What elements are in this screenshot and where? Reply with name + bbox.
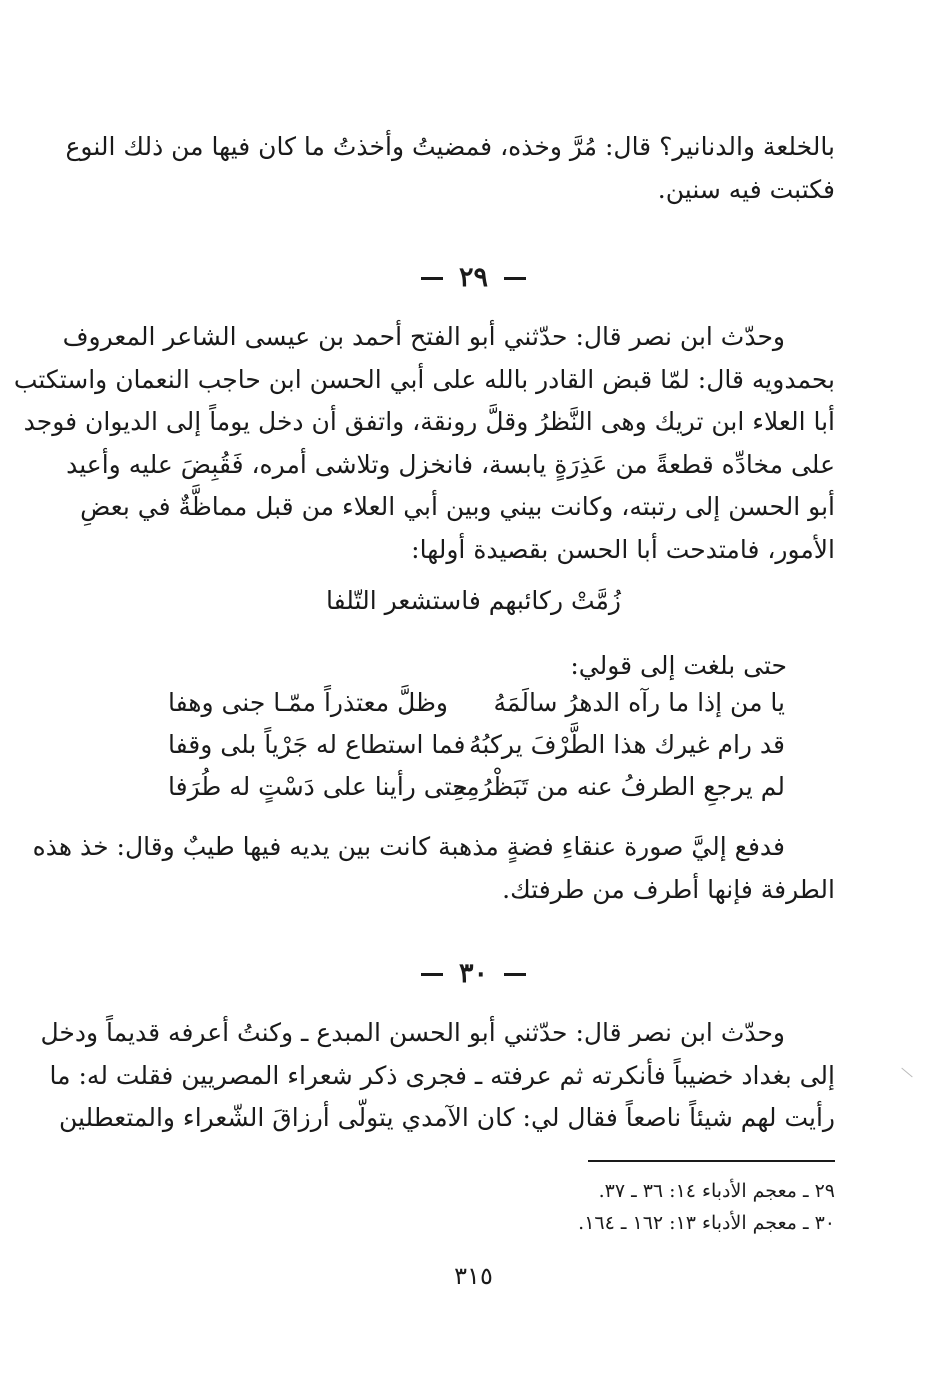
text-line: حتى بلغت إلى قولي: xyxy=(570,651,787,680)
footnote-separator xyxy=(588,1160,835,1162)
verse-second-hemistich: وظلَّ معتذراً ممّـا جنى وهفا xyxy=(168,688,448,717)
section-number: ٣٠ xyxy=(458,958,488,989)
text-line: وحدّث ابن نصر قال: حدّثني أبو الحسن المبدع ـ وكنتُ أعرفه قديماً ودخل xyxy=(40,1018,785,1047)
dash-left xyxy=(421,277,443,280)
verse-second-hemistich: فما استطاع له جَرْياً بلى وقفا xyxy=(168,730,466,759)
dash-right xyxy=(504,277,526,280)
reward-paragraph xyxy=(32,826,835,911)
text-line: أبو الحسن إلى رتبته، وكانت بيني وبين أبي العلاء من قبل مماظَّةٌ في بعضِ xyxy=(80,492,835,521)
footnote-30: ٣٠ ـ معجم الأدباء ١٣: ١٦٢ ـ ١٦٤. xyxy=(578,1212,835,1234)
verse-row xyxy=(108,730,785,772)
text-line: الأمور، فامتدحت أبا الحسن بقصيدة أولها: xyxy=(411,534,835,564)
footnote-29: ٢٩ ـ معجم الأدباء ١٤: ٣٦ ـ ٣٧. xyxy=(598,1180,835,1202)
continuation-paragraph xyxy=(65,126,835,211)
bridge-line xyxy=(570,645,787,688)
section-30-paragraph xyxy=(40,1012,835,1140)
verse-first-hemistich: قد رام غيرك هذا الطَّرْفَ يركبُهُ xyxy=(469,730,785,759)
text-line: فكتبت فيه سنين. xyxy=(657,174,835,204)
section-heading-30 xyxy=(0,958,947,989)
verse-first-hemistich: لم يرجعِ الطرفُ عنه من تَبَظْرُمِهِ xyxy=(452,772,785,801)
scan-mark xyxy=(901,1068,912,1078)
verse-first-hemistich: يا من إذا ما رآه الدهرُ سالَمَهُ xyxy=(493,688,785,717)
verse-second-hemistich: حتى رأينا على دَسْتٍ له طُرَفا xyxy=(168,772,468,801)
text-line: أبا العلاء ابن تريك وهى النَّظرُ وقلَّ رونقة، واتفق أن دخل يوماً إلى الديوان فوجد xyxy=(23,407,835,436)
text-line: بحمدويه قال: لمّا قبض القادر بالله على أبي الحسن ابن حاجب النعمان واستكتب xyxy=(13,364,835,394)
text-line: رأيت لهم شيئاً ناصعاً فقال لي: كان الآمدي يتولّى أرزاقَ الشّعراء والمتعطلين xyxy=(58,1103,835,1132)
text-line: إلى بغداد خضيباً فأنكرته ثم عرفته ـ فجرى ذكر شعراء المصريين فقلت له: ما xyxy=(49,1060,835,1090)
dash-left xyxy=(421,973,443,976)
dash-right xyxy=(504,973,526,976)
verse-row xyxy=(108,688,785,730)
text-line: على مخادِّه قطعةً من عَذِرَةٍ يابسة، فانخزل وتلاشى أمره، فَقُبِضَ عليه وأعيد xyxy=(66,449,835,479)
text-line: فدفع إليَّ صورة عنقاءِ فضةٍ مذهبة كانت بين يديه فيها طيبٌ وقال: خذ هذه xyxy=(32,832,785,861)
text-line: بالخلعة والدنانير؟ قال: مُرَّ وخذه، فمضيتُ وأخذتُ ما كان فيها من ذلك النوع xyxy=(65,132,835,161)
verse-row xyxy=(108,772,785,814)
text-line: وحدّث ابن نصر قال: حدّثني أبو الفتح أحمد بن عيسى الشاعر المعروف xyxy=(62,322,785,351)
poem-opening-verse: زُمَّتْ ركائبهم فاستشعر التّلفا xyxy=(326,586,621,615)
section-29-paragraph xyxy=(13,316,835,571)
page-number: ٣١٥ xyxy=(454,1262,493,1290)
section-number: ٢٩ xyxy=(458,262,488,293)
section-heading-29 xyxy=(0,262,947,293)
text-line: الطرفة فإنها أطرف من طرفتك. xyxy=(502,874,835,904)
